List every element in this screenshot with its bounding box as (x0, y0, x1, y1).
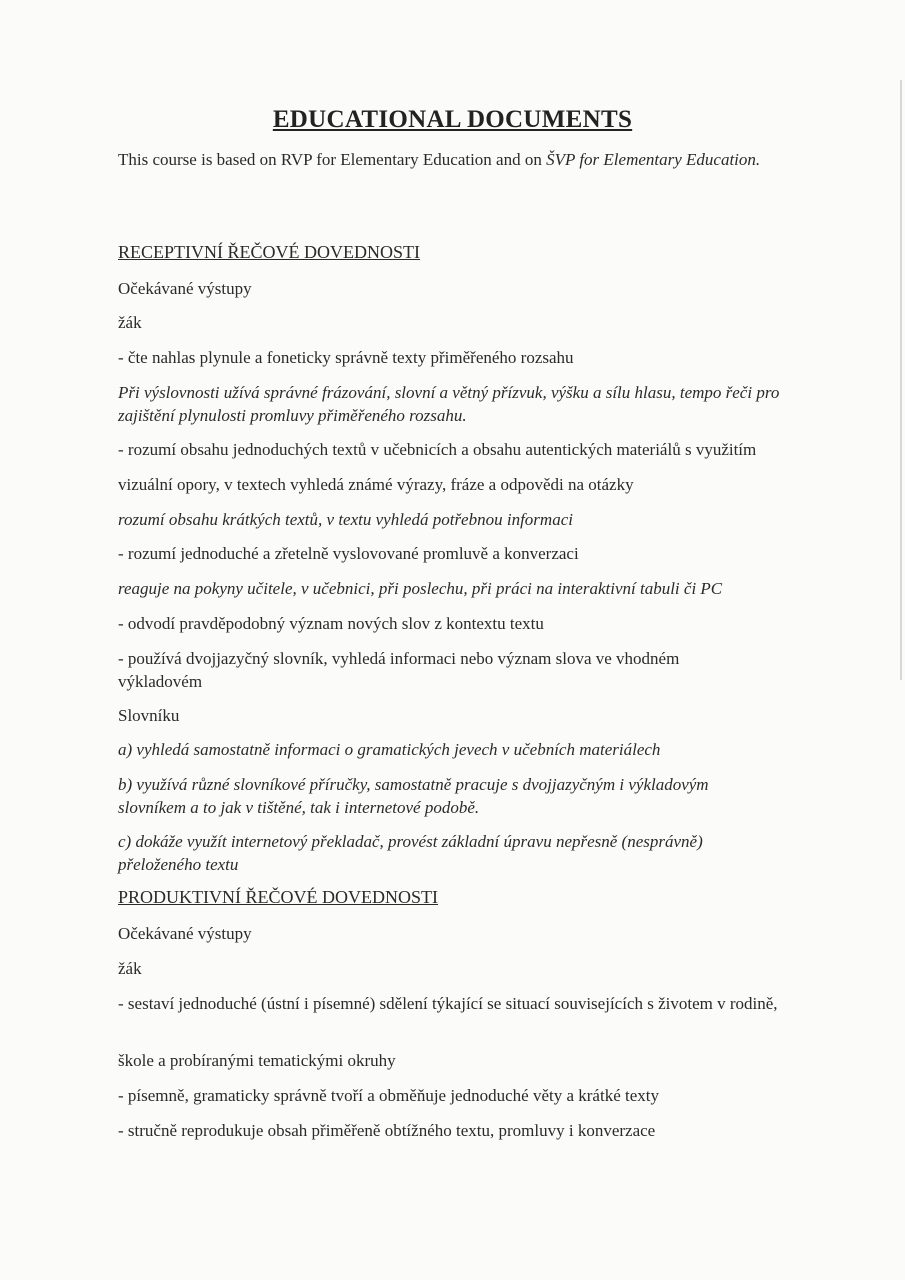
expected-outcomes-label: Očekávané výstupy (118, 924, 252, 943)
pupil-label: žák (118, 959, 142, 978)
outcome-item: - rozumí obsahu jednoduchých textů v učebnicích a obsahu autentických materiálů s využitím (118, 440, 757, 459)
outcome-note: a) vyhledá samostatně informaci o gramatických jevech v učebních materiálech (118, 740, 661, 759)
outcome-note: b) využívá různé slovníkové příručky, samostatně pracuje s dvojjazyčným i výkladovým slovníkem a to jak v tištěné, tak i internetové podobě. (118, 775, 709, 817)
intro-paragraph (118, 148, 818, 171)
outcome-note: c) dokáže využít internetový překladač, provést základní úpravu nepřesně (nesprávně) přeloženého textu (118, 832, 703, 874)
outcome-note: Při výslovnosti užívá správné frázování, slovní a větný přízvuk, výšku a sílu hlasu, tempo řeči pro zajištění plynulosti promluvy přiměřeného rozsahu. (118, 383, 780, 425)
intro-italic-text: ŠVP for Elementary Education. (546, 150, 761, 169)
intro-text: This course is based on RVP for Elementary Education and on (118, 150, 547, 169)
outcome-note: rozumí obsahu krátkých textů, v textu vyhledá potřebnou informaci (118, 510, 573, 529)
outcome-item: - čte nahlas plynule a foneticky správně texty přiměřeného rozsahu (118, 348, 574, 367)
outcome-item: - sestaví jednoduché (ústní i písemné) sdělení týkající se situací souvisejících s životem v rodině, (118, 994, 778, 1013)
outcome-note: reaguje na pokyny učitele, v učebnici, při poslechu, při práci na interaktivní tabuli či PC (118, 579, 723, 598)
outcome-item-continued: vizuální opory, v textech vyhledá známé výrazy, fráze a odpovědi na otázky (118, 475, 634, 494)
section-heading-receptive: RECEPTIVNÍ ŘEČOVÉ DOVEDNOSTI (118, 242, 420, 262)
outcome-item: - písemně, gramaticky správně tvoří a obměňuje jednoduché věty a krátké texty (118, 1086, 659, 1105)
section-heading-productive: PRODUKTIVNÍ ŘEČOVÉ DOVEDNOSTI (118, 887, 438, 907)
scan-edge-shadow (900, 80, 902, 680)
page-title: EDUCATIONAL DOCUMENTS (272, 106, 633, 133)
outcome-item: - používá dvojjazyčný slovník, vyhledá informaci nebo význam slova ve vhodném výkladovém (118, 649, 680, 691)
outcome-item: - odvodí pravděpodobný význam nových slov z kontextu textu (118, 614, 544, 633)
expected-outcomes-label: Očekávané výstupy (118, 279, 252, 298)
outcome-item-continued: Slovníku (118, 706, 180, 725)
pupil-label: žák (118, 313, 142, 332)
outcome-item-continued: škole a probíranými tematickými okruhy (118, 1051, 396, 1070)
outcome-item: - rozumí jednoduché a zřetelně vyslovované promluvě a konverzaci (118, 544, 579, 563)
outcome-item: - stručně reprodukuje obsah přiměřeně obtížného textu, promluvy i konverzace (118, 1121, 656, 1140)
